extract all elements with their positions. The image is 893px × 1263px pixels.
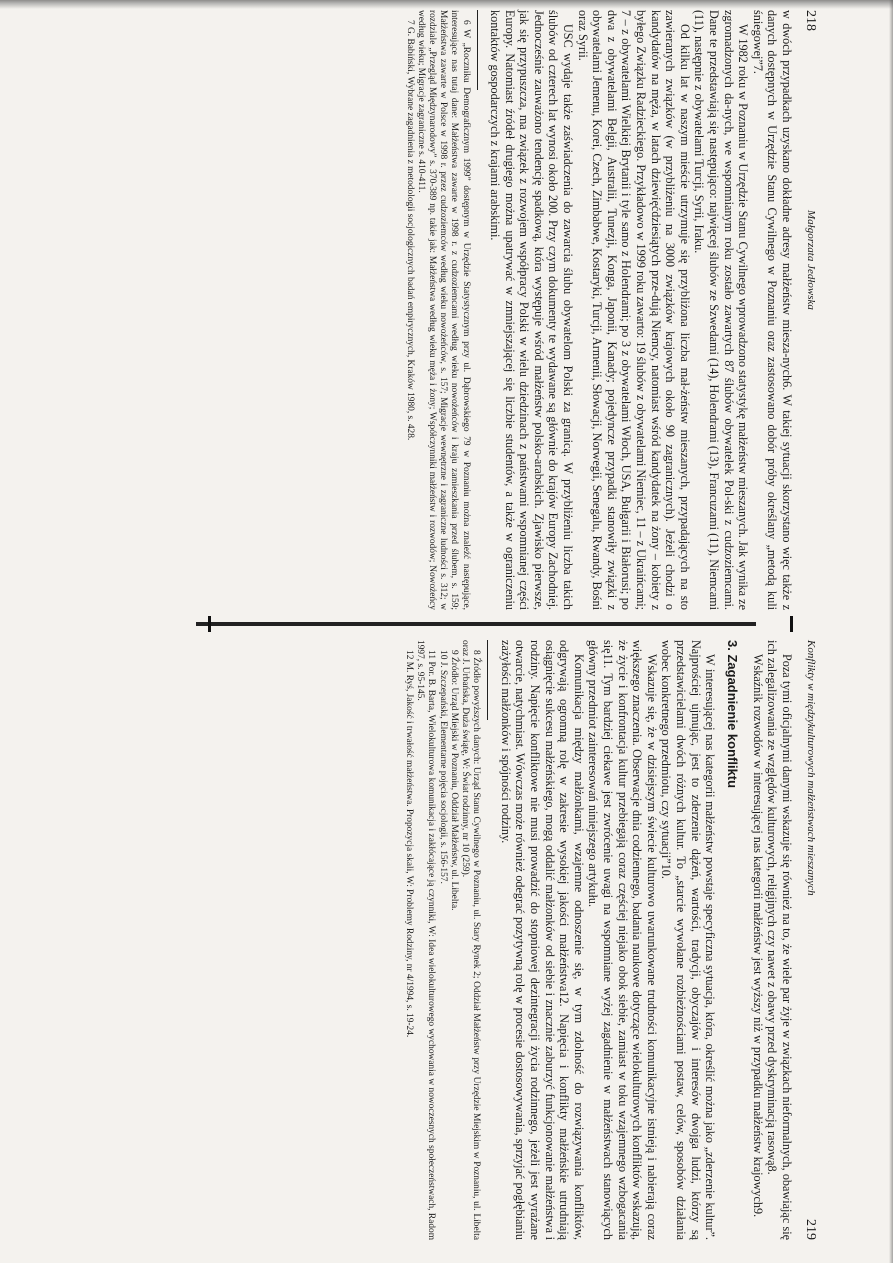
fold-mark-left — [208, 616, 211, 632]
paragraph: Wskazuje się, że w dzisiejszym świecie kulturowo uwarunkowane trudności komunikacyjne istnieją i nabierają coraz większego znaczenia. Obserwacje dnia codziennego, badania naukowe dotyczące wielokulturowych konfliktów wskazują, że życie i konfrontacja kultur przebiegają coraz częściej niejako obok siebie, zamiast w toku wzajemnego wzbogacania się11. Tym bardziej ciekawe jest zwrócenie uwagi na wspomniane wyżej zagadnienie w małżeństwach stanowiących główny przedmiot zainteresowań niniejszego artykułu. — [586, 640, 659, 1240]
page-219 — [258, 640, 818, 1240]
footnote: 8 Źródło powyższych danych: Urząd Stanu Cywilnego w Poznaniu, ul. Stary Rynek 2; Oddział Małżeństw przy Urzędzie Miejskim w Poznaniu, ul. Libelta oraz J. Urbańska, Duża świątę, W: Świat rodzinny, nr 10 (259). — [460, 640, 482, 1240]
footnote: 12 M. Ryś, Jakość i trwałość małżeństwa. Propozycja skali, W: Problemy Rodziny, nr 4/1994, s. 19-24. — [404, 650, 415, 1038]
footnote-rule — [477, 10, 478, 90]
page-fold-line — [196, 622, 756, 626]
footnote: 10 J. Szczepański, Elementarne pojęcia socjologii, s. 156-157. — [437, 650, 448, 884]
left-footnotes — [403, 10, 470, 610]
left-page-body — [488, 10, 794, 610]
scan-edge-right — [889, 0, 893, 1263]
left-running-head: Małgorzata Jedłowska — [805, 210, 817, 310]
right-footnotes — [403, 640, 481, 1240]
footnote: 11 Por. B. Barta, Wielokulturowa komunikacja i zakłócające ją czynniki, W: Idea wielokulturowego wychowania w nowoczesnych społeczeństwach, Radom 1997, s. 95-145. — [415, 640, 437, 1240]
footnote: 7 G. Babiński, Wybrane zagadnienia z metodologii socjologicznych badań empirycznych, Kraków 1980, s. 428. — [404, 20, 415, 441]
paragraph: Wskaźnik rozwodów w interesującej nas kategorii małżeństw jest wyższy niż w przypadku małżeństw krajowych9. — [750, 654, 765, 1218]
scan-edge-top — [0, 0, 893, 9]
left-page-number: 218 — [803, 10, 818, 31]
footnote: 6 W „Roczniku Demograficznym 1999” dostępnym w Urzędzie Statystycznym przy ul. Dąbrowskiego 79 w Poznaniu można znaleźć następujące, interesujące nas tutaj dane: Małżeństwa zawarte w 1998 r. z cudzoziemcami według wieku nowożeńców i kraju zamieszkania przed ślubem, s. 159; Małżeństwa zawarte w Polsce w 1998 r. przez cudzoziemców według wieku nowożeńców, s. 157; Migracje wewnętrzne i zagraniczne ludności s. 312; w rozdziale „Przegląd Międzynarodowy” s. 370-389 np. takie jak: Małżeństwa według wieku męża i żony; Współczynniki małżeństw i rozwodów; Nowożeńcy według wieku; Migracje zagraniczne s. 410-411. — [415, 10, 471, 610]
paragraph: W interesującej nas kategorii małżeństw powstaje specyficzna sytuacja, która, określić można jako „zderzenie kultur”. Najprościej ujmując, jest to zderzenie dążeń, wartości, tradycji, obyczajów i interesów dwojga ludzi, którzy są przedstawicielami dwóch różnych kultur. To „starcie wywołane rozbieżnościami postaw, celów, sposobów działania wobec konkretnego przedmiotu, czy sytuacji”10. — [659, 640, 718, 1240]
fold-mark-right — [790, 616, 793, 632]
right-running-header — [800, 640, 818, 1240]
footnote-rule — [487, 640, 488, 720]
page-218 — [258, 10, 818, 610]
right-page-body — [498, 640, 794, 1240]
paragraph: Komunikacja między małżonkami, wzajemne odnoszenie się, w tym zdolność do rozwiązywania konfliktów, odgrywają ogromną rolę w zakresie wysokiej jakości małżeństwa12. Napięcia i konflikty małżeńskie utrudniają osiągnięcie sukcesu małżeńskiego, mogą oddalić małżonków od siebie i znacznie zaburzyć funkcjonowanie małżeństwa i rodziny. Napięcie konfliktowe nie musi prowadzić do stopniowej dezintegracji życia rodzinnego, jeżeli jest wyrażane otwarcie, natychmiast. Wówczas może również odegrać pozytywną rolę w procesie dostosowywania, sprzyjać pogłębianiu zażyłości małżonków i spójności rodziny. — [498, 640, 586, 1240]
footnote: 9 Źródło: Urząd Miejski w Poznaniu, Oddział Małżeństw, ul. Libelta. — [448, 650, 459, 911]
left-running-header — [800, 10, 818, 610]
right-page-number: 219 — [803, 1219, 818, 1240]
paragraph: USC wydaje także zaświadczenia do zawarcia ślubu obywatelom Polski za granicą. W przybliżeniu liczba takich ślubów od czterech lat wynosi około 200. Przy czym dokumenty te wydawane są głównie do krajów Europy Zachodniej. Jednocześnie zauważono tendencję spadkową, która występuje wśród małżeństw polsko-arabskich. Zjawisko pierwsze, jak się przypuszcza, ma związek z rozwojem współpracy Polski w wielu dziedzinach z państwami wspomnianej części Europy. Natomiast źródeł drugiego można upatrywać w zmniejszającej się liczbie studentów, a także w ograniczeniu kontaktów gospodarczych z krajami arabskimi. — [488, 10, 576, 610]
paragraph: W 1982 roku w Poznaniu w Urzędzie Stanu Cywilnego wprowadzono statystykę małżeństw mieszanych. Jak wynika ze zgromadzonych da-nych, we wspomnianym roku zostało zawartych 87 ślubów obywatelek Pol-ski z cudzoziemcami. Dane te przedstawiają się następująco: najwięcej ślubów ze Szwedami (14), Holendrami (13), Francuzami (11), Niemcami (11), następnie z obywatelami Turcji, Syrii, Iraku. — [692, 10, 751, 610]
paragraph: Poza tymi oficjalnymi danymi wskazuje się również na to, że wiele par żyje w związkach nieformalnych, obawiając się ich zalegalizowania ze względów kulturowych, religijnych czy nawet z obawy przed dyskryminacją rasową8. — [765, 640, 794, 1240]
right-running-head: Konflikty w międzykulturowych małżeństwach mieszanych — [805, 640, 817, 896]
paragraph: Od kilku lat w naszym mieście utrzymuje się przybliżona liczba mał-żeństw mieszanych, przypadających na sto zawieranych związków (w przybliżeniu na 3000 związków krajowych około 90 zagranicznych). Jeżeli chodzi o kandydatów na męża, w latach dziewięćdziesiątych prze-dują Niemcy, natomiast wśród kandydatek na żony – kobiety z byłego Związku Radzieckiego. Przykładowo w 1999 roku zawarto: 19 ślubów z obywatelami Niemiec, 11 – z Ukraińcami; 7 – z obywatelami Wielkiej Brytanii i tyle samo z Holendrami; po 3 z obywatelami Włoch, USA, Bułgarii i Białorusi; po dwa z obywatelami Belgii, Australii, Tunezji, Konga, Japonii, Kanady; pojedyncze przypadki stanowiły związki z obywatelami Jemenu, Korei, Czech, Zimbabwe, Kostaryki, Turcji, Armenii, Słowacji, Norwegii, Senegalu, Rwandy, Bośni oraz Syrii. — [575, 10, 692, 610]
section-heading: 3. Zagadnienie konfliktu — [725, 640, 741, 789]
paragraph: w dwóch przypadkach uzyskano dokładne adresy małżeństw miesza-nych6. W takiej sytuacji skorzystano więc także z danych dostępnych w Urzędzie Stanu Cywilnego w Poznaniu oraz zastosowano dobór próby określany „metodą kuli śniegowej”7. — [750, 10, 794, 610]
